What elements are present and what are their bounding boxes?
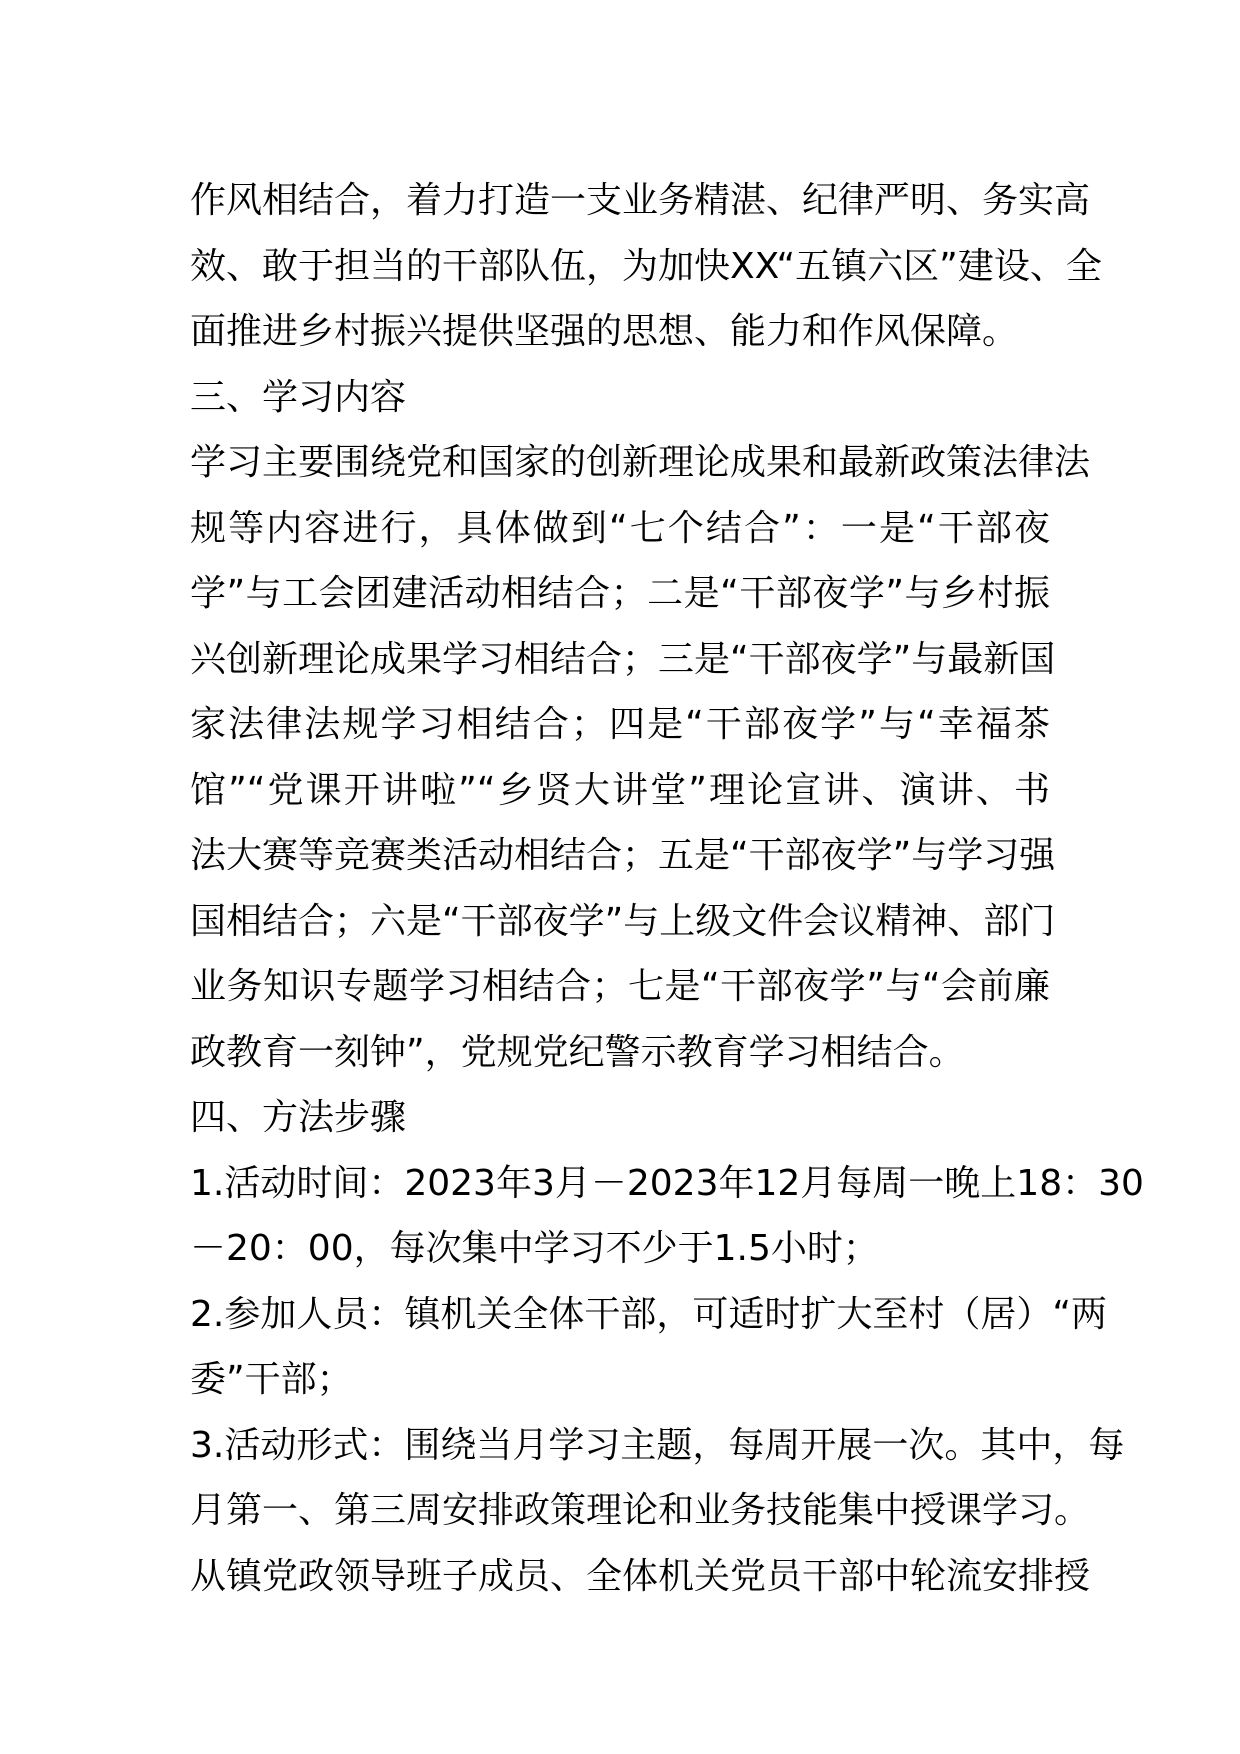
paragraph-line: 国相结合；六是“干部夜学”与上级文件会议精神、部门 <box>190 900 1056 942</box>
list-item-line: 从镇党政领导班子成员、全体机关党员干部中轮流安排授 <box>190 1555 1091 1597</box>
paragraph-line: 家法律法规学习相结合；四是“干部夜学”与“幸福茶 <box>190 704 1050 745</box>
section-heading: 四、方法步骤 <box>190 1097 407 1138</box>
paragraph-line: 馆”“党课开讲啦”“乡贤大讲堂”理论宣讲、演讲、书 <box>190 769 1050 811</box>
list-item-line: 1.活动时间：2023年3月－2023年12月每周一晚上18：30 <box>190 1162 1144 1204</box>
list-item-line: 委”干部； <box>190 1359 353 1400</box>
paragraph-line: 学”与工会团建活动相结合；二是“干部夜学”与乡村振 <box>190 573 1050 614</box>
paragraph-line: 兴创新理论成果学习相结合；三是“干部夜学”与最新国 <box>190 638 1056 680</box>
paragraph-line: 效、敢于担当的干部队伍，为加快XX“五镇六区”建设、全 <box>190 245 1102 287</box>
list-item-line: 2.参加人员：镇机关全体干部，可适时扩大至村（居）“两 <box>190 1293 1107 1335</box>
paragraph-line: 政教育一刻钟”，党规党纪警示教育学习相结合。 <box>190 1031 965 1073</box>
list-item-line: 月第一、第三周安排政策理论和业务技能集中授课学习。 <box>190 1490 1091 1531</box>
list-item-line: －20：00，每次集中学习不少于1.5小时； <box>190 1228 879 1269</box>
paragraph-line: 作风相结合，着力打造一支业务精湛、纪律严明、务实高 <box>190 180 1091 221</box>
list-item-line: 3.活动形式：围绕当月学习主题，每周开展一次。其中，每 <box>190 1424 1125 1466</box>
paragraph-line: 业务知识专题学习相结合；七是“干部夜学”与“会前廉 <box>190 966 1050 1007</box>
paragraph-line: 学习主要围绕党和国家的创新理论成果和最新政策法律法 <box>190 442 1091 483</box>
paragraph-line: 规等内容进行，具体做到“七个结合”：一是“干部夜 <box>190 507 1050 549</box>
paragraph-line: 面推进乡村振兴提供坚强的思想、能力和作风保障。 <box>190 311 1019 352</box>
section-heading: 三、学习内容 <box>190 376 407 418</box>
paragraph-line: 法大赛等竞赛类活动相结合；五是“干部夜学”与学习强 <box>190 835 1056 876</box>
body-text <box>190 168 1144 1609</box>
